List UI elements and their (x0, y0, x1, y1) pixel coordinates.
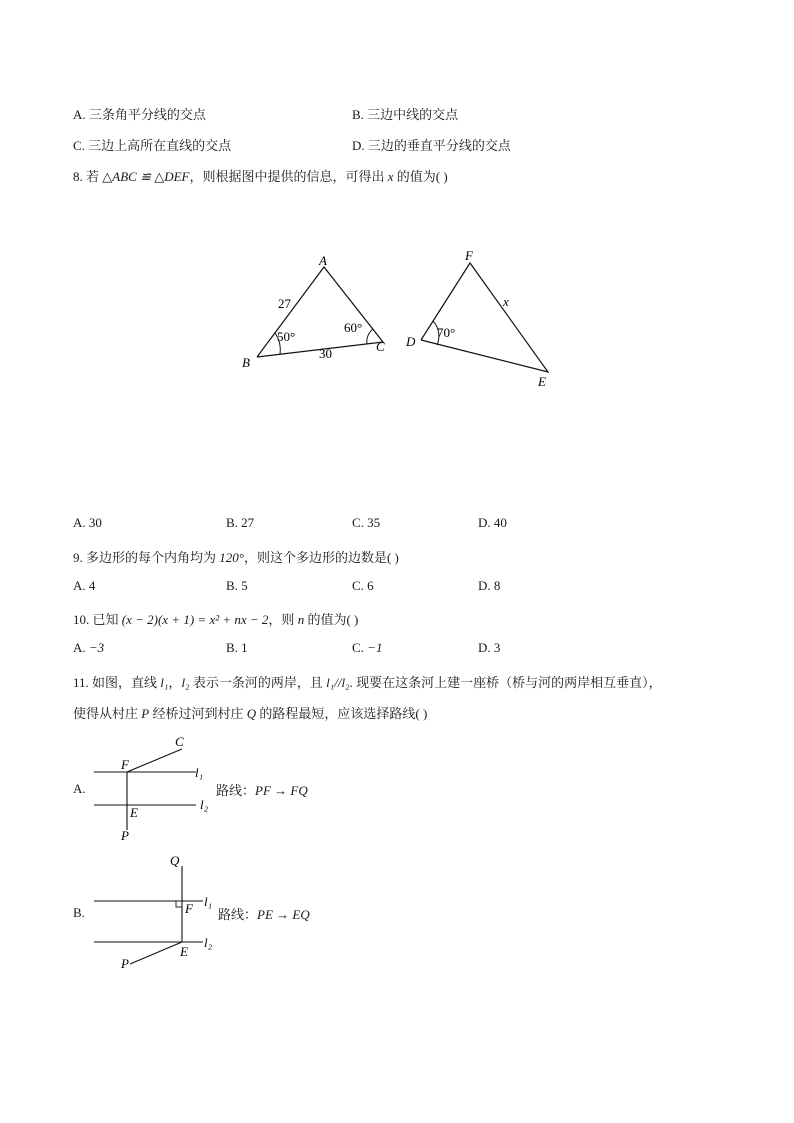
q10-suffix: 的值为( ) (304, 612, 359, 627)
point-f: F (185, 901, 193, 916)
q9-suffix: ，则这个多边形的边数是( ) (243, 550, 399, 565)
point-q: Q (170, 853, 180, 868)
q10-prefix: 10. 已知 (73, 612, 122, 627)
q11-text: 的路程最短，应该选择路线( ) (256, 706, 428, 721)
q10-mid: ，则 (268, 612, 298, 627)
q11-l2: l₂ (181, 675, 190, 690)
q10-option-b (226, 640, 248, 656)
label-c: C (376, 339, 385, 354)
q8-option-d: D. 40 (478, 515, 507, 530)
q8-triangles-figure (230, 245, 570, 395)
q11-text: 表示一条河的两岸，且 (189, 675, 327, 690)
option-label: D. (478, 640, 494, 655)
line-l1: l₁ (195, 765, 204, 780)
q11-option-b-figure (88, 852, 223, 974)
q10-option-d (478, 640, 500, 656)
label-b: B (242, 355, 250, 370)
triangle-abc (257, 267, 383, 357)
angle-b-label: 50° (277, 329, 296, 344)
q11-text: . 现要在这条河上建一座桥（桥与河的两岸相互垂直）， (349, 675, 662, 690)
option-value: −3 (88, 640, 105, 655)
q11-parallel: l₁//l₂ (326, 675, 350, 690)
q8-option-a: A. 30 (73, 515, 102, 530)
q11-text: 11. 如图，直线 (73, 675, 161, 690)
option-value: 1 (241, 640, 248, 655)
option-value: −1 (367, 640, 383, 655)
angle-d-label: 70° (437, 325, 456, 340)
q11-l1: l₁ (160, 675, 169, 690)
point-p: P (121, 956, 129, 971)
point-f: F (121, 757, 129, 772)
q8-x: x (387, 169, 394, 184)
point-p: P (121, 828, 129, 843)
label-a: A (319, 253, 327, 268)
option-label: B. (226, 640, 242, 655)
q11-stem-line2 (73, 703, 427, 722)
q8-congruence: △ABC ≌ △DEF (102, 169, 190, 184)
q10-option-c (352, 640, 382, 656)
q10-stem (73, 609, 358, 628)
q11-text: 经桥过河到村庄 (149, 706, 247, 721)
q8-prefix: 8. 若 (73, 169, 103, 184)
q8-suffix-a: ，则根据图中提供的信息，可得出 (189, 169, 388, 184)
point-c: C (175, 734, 184, 749)
q11-option-a-figure (88, 734, 218, 846)
q9-angle: 120° (219, 550, 244, 565)
q10-option-a (73, 640, 104, 656)
q7-option-d: D. 三边的垂直平分线的交点 (352, 138, 511, 153)
q11-option-b-label: B. (73, 905, 85, 920)
q9-option-a: A. 4 (73, 578, 96, 593)
point-e: E (180, 944, 188, 959)
q9-option-d: D. 8 (478, 578, 501, 593)
path-fc (127, 749, 182, 772)
q11-text: 使得从村庄 (73, 706, 142, 721)
q7-option-a: A. 三条角平分线的交点 (73, 107, 206, 122)
label-d: D (406, 334, 416, 349)
option-value: 3 (493, 640, 501, 655)
q7-option-b: B. 三边中线的交点 (352, 107, 459, 122)
point-e: E (130, 805, 138, 820)
line-l2: l₂ (200, 797, 209, 812)
side-x-label: x (503, 294, 509, 309)
right-angle-mark (176, 901, 182, 907)
side-bc-label: 30 (319, 346, 332, 361)
angle-c-label: 60° (344, 320, 363, 335)
option-label: C. (352, 640, 368, 655)
route-label: 路线： (216, 783, 256, 798)
q11-option-a-route (216, 780, 308, 799)
q11-text: ， (168, 675, 182, 690)
q9-prefix: 9. 多边形的每个内角均为 (73, 550, 220, 565)
q10-n: n (297, 612, 305, 627)
route-label: 路线： (218, 907, 258, 922)
label-e: E (538, 374, 546, 389)
route-value: PE → EQ (257, 907, 310, 922)
label-f: F (465, 248, 473, 263)
q8-stem (73, 166, 448, 185)
q11-option-a-label: A. (73, 781, 86, 796)
q11-option-b-route (218, 904, 310, 923)
q7-option-c: C. 三边上高所在直线的交点 (73, 138, 232, 153)
angle-c-arc (367, 329, 373, 344)
q8-suffix: 的值为( ) (393, 169, 448, 184)
route-value: PF → FQ (255, 783, 308, 798)
path-pe (130, 942, 182, 964)
q8-option-b: B. 27 (226, 515, 255, 530)
line-l1: l₁ (204, 894, 213, 909)
option-label: A. (73, 640, 89, 655)
line-l2: l₂ (204, 935, 213, 950)
q11-q: Q (246, 706, 257, 721)
q9-option-c: C. 6 (352, 578, 374, 593)
q10-equation: (x − 2)(x + 1) = x² + nx − 2 (121, 612, 269, 627)
q8-option-c: C. 35 (352, 515, 381, 530)
q11-p: P (141, 706, 150, 721)
q9-stem (73, 547, 399, 566)
triangle-def (421, 263, 548, 372)
q11-stem-line1 (73, 672, 662, 691)
side-ab-label: 27 (278, 296, 291, 311)
q9-option-b: B. 5 (226, 578, 248, 593)
